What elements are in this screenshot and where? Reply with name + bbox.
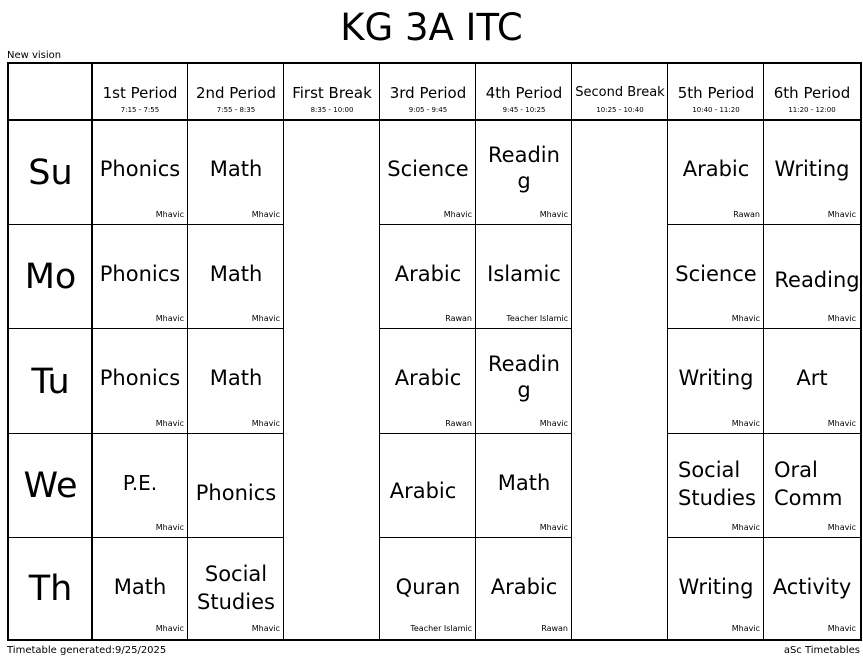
lesson-subject: Writing [774,157,850,181]
period-name: 6th Period [773,84,851,102]
lesson-teacher: Mhavic [251,210,280,219]
generated-date: Timetable generated:9/25/2025 [7,645,167,656]
period-header [572,84,668,115]
lesson-cell[interactable] [476,329,572,434]
lesson-cell[interactable] [380,538,476,639]
lesson-cell[interactable] [764,538,860,639]
lesson-subject: Phonics [99,157,181,181]
lesson-cell[interactable] [380,329,476,434]
period-time: 8:35 - 10:00 [310,106,354,114]
lesson-teacher: Mhavic [827,624,856,633]
lesson-subject: Art [796,366,828,390]
lesson-teacher: Mhavic [251,314,280,323]
lesson-teacher: Mhavic [155,210,184,219]
lesson-cell[interactable] [764,329,860,434]
lesson-cell[interactable] [668,538,764,639]
lesson-subject: Math [113,575,167,599]
period-name: First Break [292,84,372,102]
lesson-teacher: Mhavic [731,314,760,323]
lesson-teacher: Mhavic [155,419,184,428]
lesson-subject: Science [675,262,757,286]
period-time: 7:15 - 7:55 [120,106,160,114]
lesson-subject: Islamic [487,262,561,286]
period-time: 11:20 - 12:00 [788,106,836,114]
period-time: 7:55 - 8:35 [216,106,256,114]
lesson-teacher: Mhavic [155,314,184,323]
lesson-cell[interactable] [668,434,764,538]
period-header [668,84,764,115]
lesson-teacher: Mhavic [731,624,760,633]
lesson-teacher: Rawan [445,419,472,428]
lesson-cell[interactable] [380,225,476,329]
lesson-subject: Math [209,366,263,390]
lesson-teacher: Mhavic [251,419,280,428]
lesson-cell[interactable] [764,225,860,329]
lesson-subject: Math [209,157,263,181]
lesson-teacher: Teacher Islamic [506,314,568,323]
lesson-subject: Social Studies [197,562,275,614]
lesson-cell[interactable] [380,120,476,225]
lesson-cell[interactable] [188,329,284,434]
lesson-subject: Reading [774,268,860,292]
period-time: 9:45 - 10:25 [502,106,546,114]
lesson-subject: Phonics [99,366,181,390]
lesson-cell[interactable] [476,538,572,639]
lesson-subject: Quran [395,575,461,599]
lesson-cell[interactable] [668,120,764,225]
lesson-cell[interactable] [668,225,764,329]
lesson-teacher: Mhavic [155,624,184,633]
lesson-teacher: Mhavic [539,523,568,532]
lesson-teacher: Rawan [733,210,760,219]
day-label: Su [28,152,73,193]
lesson-subject: Arabic [389,479,457,503]
period-header [92,84,188,115]
lesson-subject: Arabic [682,157,750,181]
period-header [476,84,572,115]
lesson-cell[interactable] [476,225,572,329]
lesson-teacher: Mhavic [155,523,184,532]
period-name: 4th Period [485,84,563,102]
period-header [284,84,380,115]
lesson-subject: Science [387,157,469,181]
lesson-teacher: Teacher Islamic [410,624,472,633]
day-label: Tu [31,361,70,402]
lesson-subject: Writing [678,366,754,390]
lesson-subject: Reading [488,352,560,402]
lesson-cell[interactable] [188,434,284,538]
lesson-cell[interactable] [92,225,188,329]
lesson-subject: Activity [772,575,852,599]
period-header [380,84,476,115]
lesson-teacher: Mhavic [827,210,856,219]
lesson-cell[interactable] [188,538,284,639]
period-time: 9:05 - 9:45 [408,106,448,114]
lesson-subject: Arabic [394,366,462,390]
lesson-teacher: Rawan [445,314,472,323]
lesson-teacher: Mhavic [539,210,568,219]
period-name: Second Break [575,85,665,100]
lesson-teacher: Mhavic [731,419,760,428]
school-name: New vision [7,50,62,61]
lesson-cell[interactable] [764,434,860,538]
lesson-subject: Math [497,471,551,495]
lesson-teacher: Mhavic [539,419,568,428]
period-name: 2nd Period [195,84,277,102]
day-label: We [23,466,78,506]
lesson-teacher: Mhavic [827,419,856,428]
lesson-cell[interactable] [476,434,572,538]
lesson-subject: Math [209,262,263,286]
period-time: 10:25 - 10:40 [596,106,644,114]
lesson-teacher: Mhavic [251,624,280,633]
timetable-title: KG 3A ITC [340,6,523,49]
day-label: Th [28,568,73,609]
lesson-cell[interactable] [92,538,188,639]
lesson-cell[interactable] [188,120,284,225]
timetable-grid [7,62,862,641]
period-name: 5th Period [677,84,755,102]
period-time: 10:40 - 11:20 [692,106,740,114]
period-header [764,84,860,115]
lesson-subject: Oral Comm [774,458,843,510]
lesson-teacher: Rawan [541,624,568,633]
lesson-cell[interactable] [188,225,284,329]
lesson-subject: Arabic [490,575,558,599]
lesson-subject: Phonics [99,262,181,286]
period-name: 3rd Period [389,84,467,102]
lesson-cell[interactable] [668,329,764,434]
day-label: Mo [24,257,77,297]
lesson-subject: Social Studies [678,458,756,510]
lesson-teacher: Mhavic [731,523,760,532]
lesson-cell[interactable] [380,434,476,538]
lesson-cell[interactable] [92,329,188,434]
lesson-subject: Arabic [394,262,462,286]
lesson-subject: Phonics [195,481,277,505]
lesson-teacher: Mhavic [827,314,856,323]
lesson-cell[interactable] [92,434,188,538]
lesson-teacher: Mhavic [827,523,856,532]
lesson-subject: P.E. [122,471,158,495]
lesson-subject: Writing [678,575,754,599]
lesson-cell[interactable] [476,120,572,225]
lesson-teacher: Mhavic [443,210,472,219]
lesson-cell[interactable] [92,120,188,225]
period-name: 1st Period [102,84,178,102]
lesson-cell[interactable] [764,120,860,225]
period-header [188,84,284,115]
lesson-subject: Reading [488,143,560,193]
brand-credit: aSc Timetables [783,645,860,656]
